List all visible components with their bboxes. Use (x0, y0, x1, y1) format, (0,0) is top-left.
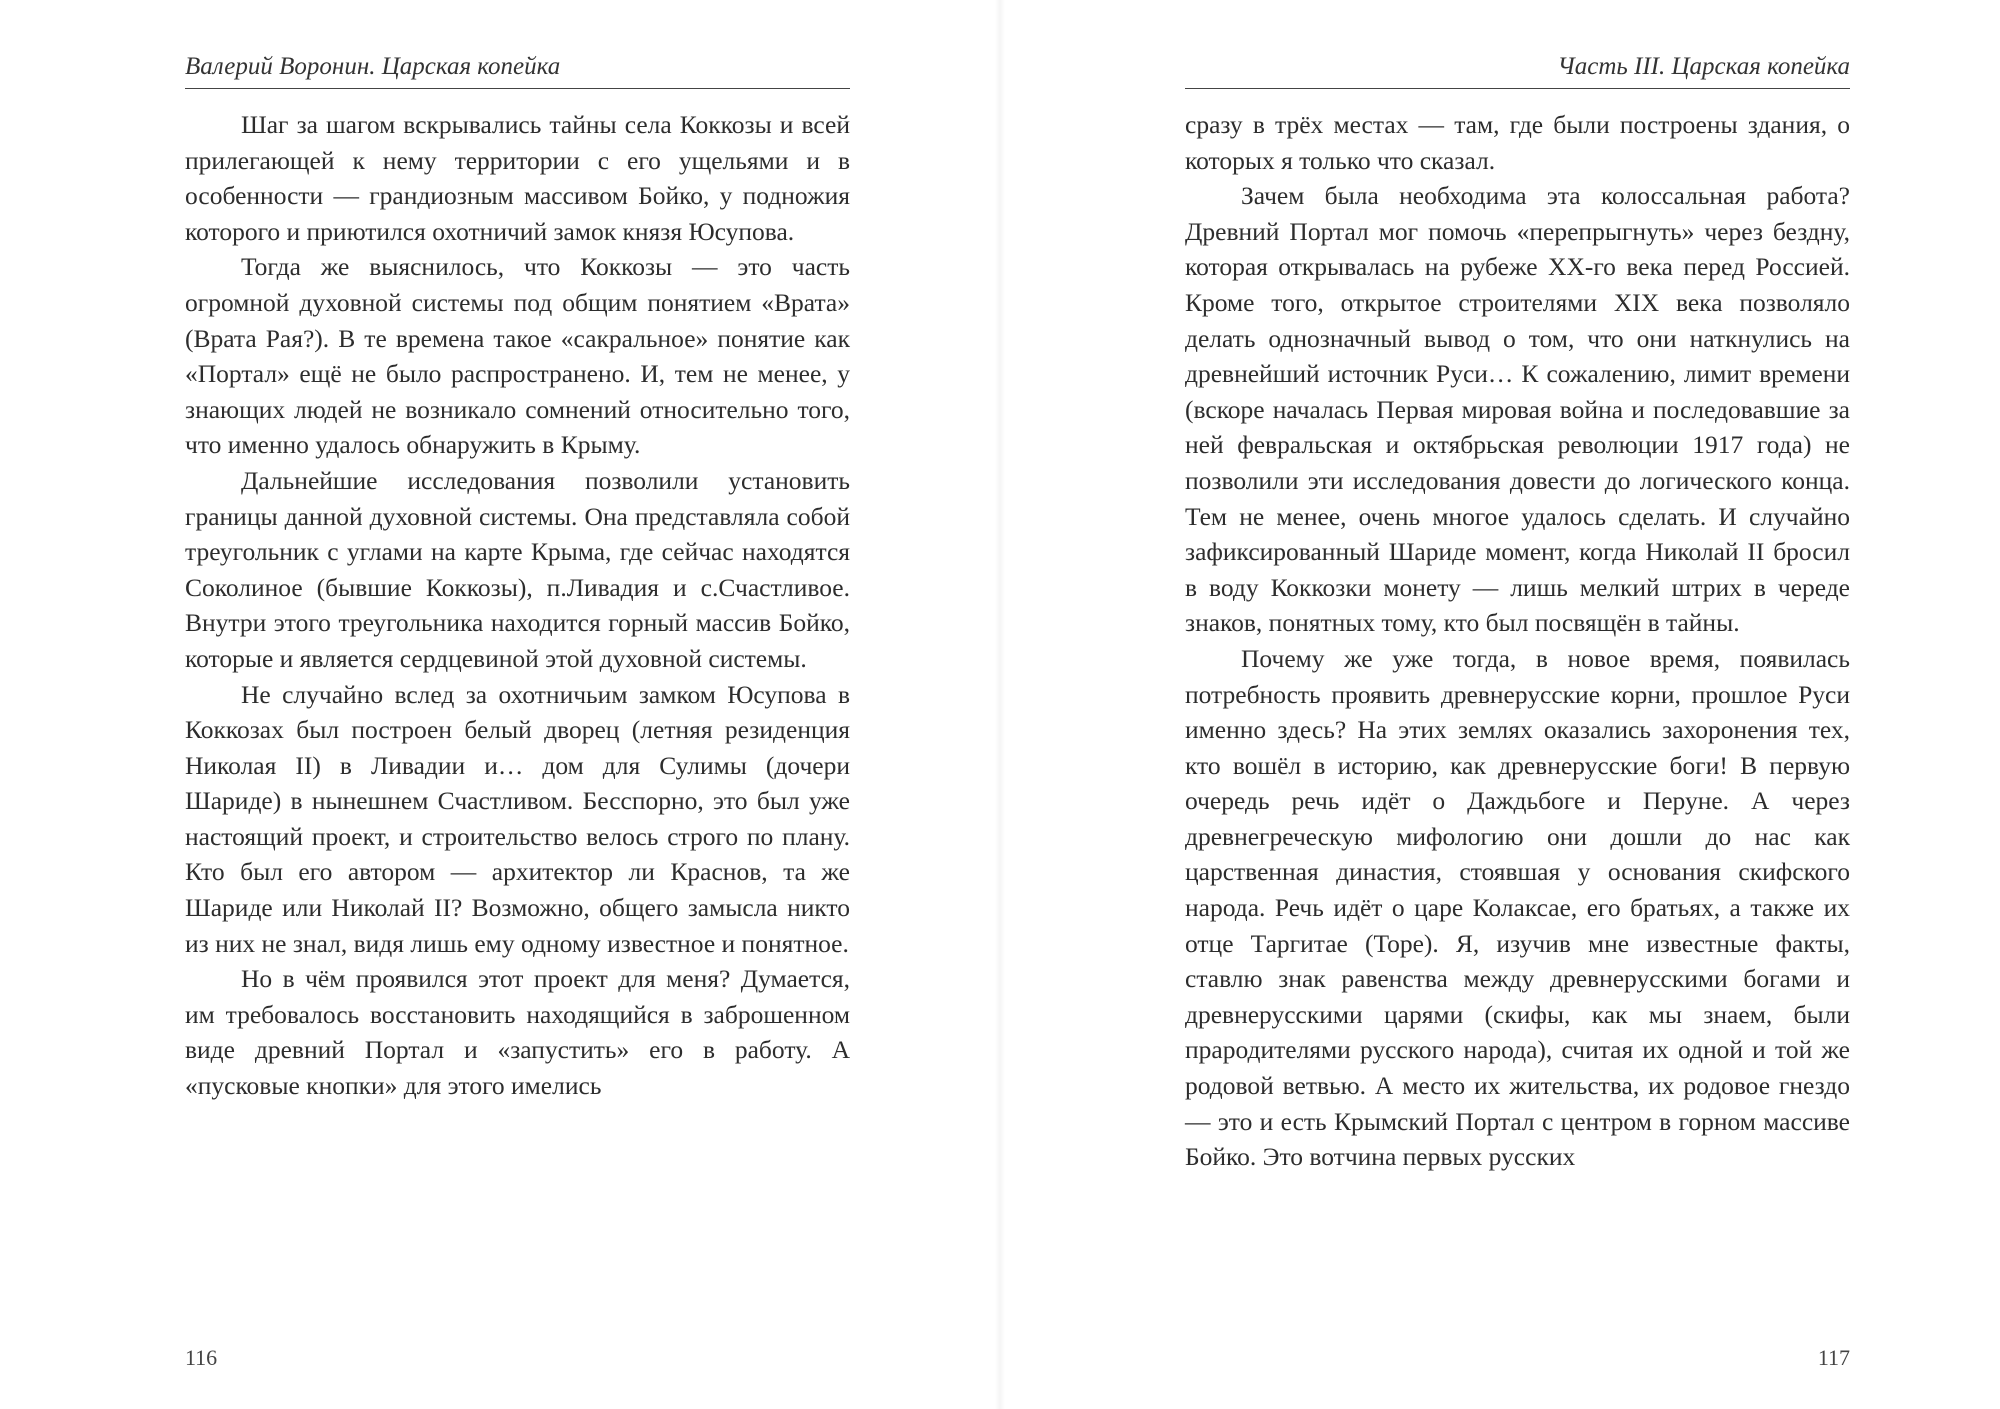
paragraph: Шаг за шагом вскрывались тайны села Коккозы и всей прилегающей к нему территории с его ущельями и в особенности — грандиозным массивом Бойко, у подножия которого и приютился охотничий замок князя Юсупова. (185, 110, 850, 246)
left-body-text (185, 107, 850, 1104)
paragraph: Зачем была необходима эта колоссальная работа? Древний Портал мог помочь «перепрыгнуть» через бездну, которая открывалась на рубеже XX-го века перед Россией. Кроме того, открытое строителями XIX века позволяло делать однозначный вывод о том, что они наткнулись на древнейший источник Руси… К сожалению, лимит времени (вскоре началась Первая мировая война и последовавшие за ней февральская и октябрьская революции 1917 года) не позволили эти исследования довести до логического конца. Тем не менее, очень многое удалось сделать. И случайно зафиксированный Шариде момент, когда Николай II бросил в воду Коккозки монету — лишь мелкий штрих в череде знаков, понятных тому, кто был посвящён в тайны. (1185, 181, 1850, 638)
paragraph: Но в чём проявился этот проект для меня? Думается, им требовалось восстановить находящийся в заброшенном виде древний Портал и «запустить» его в работу. А «пусковые кнопки» для этого имелись (185, 964, 850, 1101)
page-number-right: 117 (1817, 1345, 1850, 1370)
right-body-text (1185, 107, 1850, 1175)
page-number-left: 116 (185, 1345, 218, 1370)
right-page (1185, 0, 1850, 1409)
continued-paragraph: сразу в трёх местах — там, где были построены здания, о которых я только что сказал. (1185, 110, 1850, 175)
paragraph: Дальнейшие исследования позволили установить границы данной духовной системы. Она представляла собой треугольник с углами на карте Крыма, где сейчас находятся Соколиное (бывшие Коккозы), п.Ливадия и с.Счастливое. Внутри этого треугольника находится горный массив Бойко, которые и является сердцевиной этой духовной системы. (185, 465, 850, 673)
paragraph: Тогда же выяснилось, что Коккозы — это часть огромной духовной системы под общим понятием «Врата» (Врата Рая?). В те времена такое «сакральное» понятие как «Портал» ещё не было распространено. И, тем не менее, у знающих людей не возникало сомнений относительно того, что именно удалось обнаружить в Крыму. (185, 252, 850, 460)
left-running-head: Валерий Воронин. Царская копейка (185, 52, 850, 89)
left-page (185, 0, 850, 1409)
right-running-head: Часть III. Царская копейка (1185, 52, 1850, 89)
paragraph: Почему же уже тогда, в новое время, появилась потребность проявить древнерусские корни, прошлое Руси именно здесь? На этих землях оказались захоронения тех, кто вошёл в историю, как древнерусские боги! В первую очередь речь идёт о Даждьбоге и Перуне. А через древнегреческую мифологию они дошли до нас как царственная династия, стоявшая у основания скифского народа. Речь идёт о царе Колаксае, его братьях, а также их отце Таргитае (Торе). Я, изучив мне известные факты, ставлю знак равенства между древнерусскими богами и древнерусскими царями (скифы, как мы знаем, были прародителями русского народа), считая их одной и той же родовой ветвью. А место их жительства, их родовое гнездо — это и есть Крымский Портал с центром в горном массиве Бойко. Это вотчина первых русских (1185, 643, 1850, 1172)
paragraph: Не случайно вслед за охотничьим замком Юсупова в Коккозах был построен белый дворец (летняя резиденция Николая II) в Ливадии и… дом для Сулимы (дочери Шариде) в нынешнем Счастливом. Бесспорно, это был уже настоящий проект, и строительство велось строго по плану. Кто был его автором — архитектор ли Краснов, та же Шариде или Николай II? Возможно, общего замысла никто из них не знал, видя лишь ему одному известное и понятное. (185, 679, 850, 958)
book-gutter (995, 0, 1005, 1409)
